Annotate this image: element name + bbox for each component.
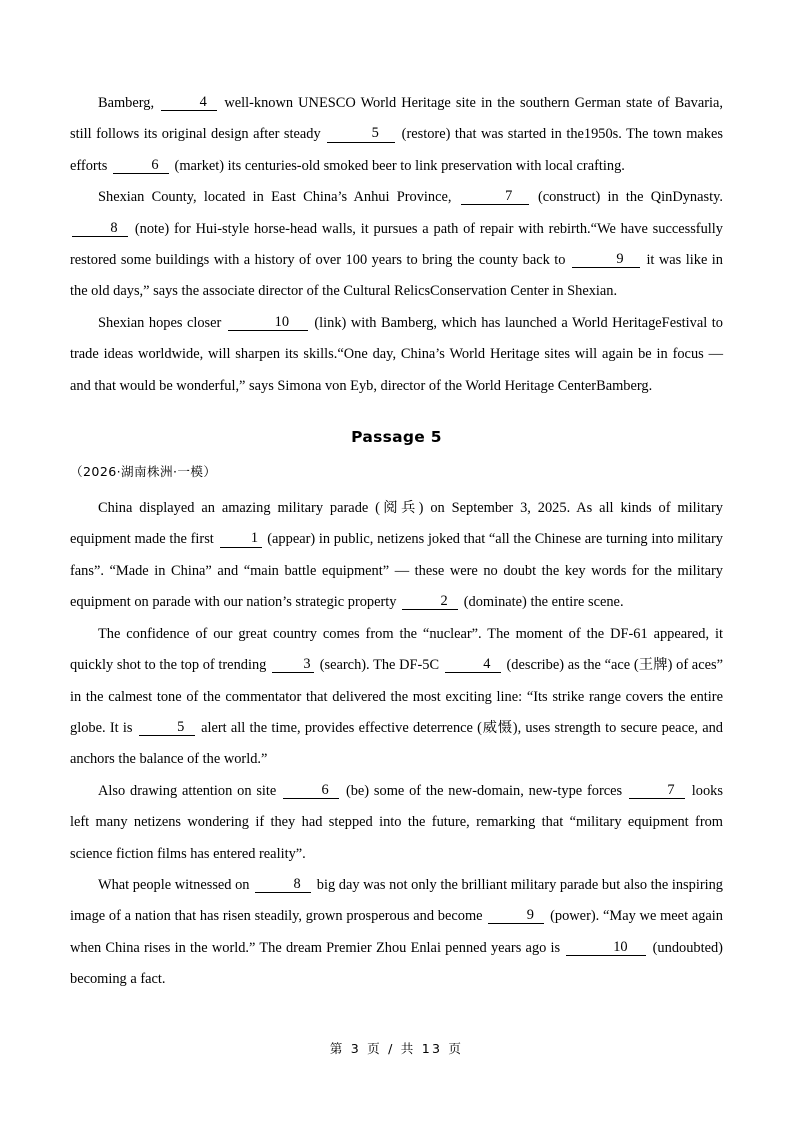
blank-3[interactable]: 3 — [272, 657, 314, 673]
blank-7[interactable]: 7 — [461, 189, 529, 205]
text-segment: (describe) as the “ace (王牌) of aces” in the calmest tone of the commentator that delivered the most exciting line: “Its strike range covers the entire globe. It is — [70, 657, 723, 736]
blank-6[interactable]: 6 — [283, 783, 339, 799]
text-segment: What people witnessed on — [98, 876, 250, 893]
page-footer: 第 3 页 / 共 13 页 — [329, 1041, 464, 1056]
text-segment: it was like in the old days,” says the associate director of the Cultural RelicsConservation Center in Shexian. — [70, 252, 723, 300]
passage-title: Passage 5 — [351, 428, 442, 447]
passage4-paragraph-3 — [70, 308, 723, 402]
blank-4[interactable]: 4 — [161, 95, 217, 111]
text-segment: alert all the time, provides effective deterrence (威慑), uses strength to secure peace, and anchors the balance of the world.” — [70, 719, 723, 768]
blank-10[interactable]: 10 — [228, 315, 308, 331]
blank-9[interactable]: 9 — [488, 908, 544, 924]
blank-9[interactable]: 9 — [572, 252, 640, 268]
passage5-paragraph-3 — [70, 776, 723, 870]
blank-1[interactable]: 1 — [220, 531, 262, 547]
text-segment: Also drawing attention on site — [98, 782, 277, 799]
text-segment: Shexian hopes closer — [98, 314, 222, 331]
text-segment: (be) some of the new-domain, new-type forces — [345, 782, 623, 799]
text-segment: big day was not only the brilliant military parade but also the inspiring image of a nation that has risen steadily, grown prosperous and become — [70, 876, 723, 925]
text-segment: (appear) in public, netizens joked that “all the Chinese are turning into military fans”. “Made in China” and “main battle equipment” — these were no doubt the key words for the military equipment on parade with our nation’s strategic property — [70, 531, 723, 611]
passage4-paragraph-1 — [70, 88, 723, 182]
text-segment: looks left many netizens wondering if they had stepped into the future, remarking that “military equipment from science fiction films has entered reality”. — [70, 782, 723, 862]
blank-4[interactable]: 4 — [445, 657, 501, 673]
text-segment: The confidence of our great country comes from the “nuclear”. The moment of the DF-61 appeared, it quickly shot to the top of trending — [70, 625, 723, 674]
blank-8[interactable]: 8 — [255, 877, 311, 893]
text-segment: well-known UNESCO World Heritage site in the southern German state of Bavaria, still follows its original design after steady — [70, 95, 723, 143]
blank-10[interactable]: 10 — [566, 940, 646, 956]
blank-5[interactable]: 5 — [327, 126, 395, 142]
text-segment: (dominate) the entire scene. — [463, 594, 624, 611]
text-segment: (note) for Hui-style horse-head walls, it pursues a path of repair with rebirth.“We have successfully restored some buildings with a history of over 100 years to bring the county back to — [70, 220, 723, 269]
text-segment: (link) with Bamberg, which has launched a World HeritageFestival to trade ideas worldwide, will sharpen its skills.“One day, China’s World Heritage sites will again be in focus — and that would be wonderful,” says Simona von Eyb, director of the World Heritage CenterBamberg. — [70, 314, 723, 394]
passage5-paragraph-2 — [70, 619, 723, 776]
text-segment: (search). The DF-5C — [319, 657, 440, 674]
text-segment: (undoubted) becoming a fact. — [70, 939, 723, 988]
text-segment: Bamberg, — [98, 95, 155, 111]
spacer — [70, 402, 723, 428]
blank-7[interactable]: 7 — [629, 783, 685, 799]
text-segment: (power). “May we meet again when China rises in the world.” The dream Premier Zhou Enlai penned years ago is — [70, 908, 723, 956]
passage-source-line: （2026·湖南株洲·一模） — [70, 464, 217, 480]
blank-5[interactable]: 5 — [139, 720, 195, 736]
text-segment: (construct) in the QinDynasty. — [537, 189, 723, 206]
text-segment: Shexian County, located in East China’s Anhui Province, — [98, 189, 452, 206]
blank-6[interactable]: 6 — [113, 158, 169, 174]
passage5-paragraph-1 — [70, 493, 723, 619]
spacer — [70, 446, 723, 456]
document-body — [70, 88, 723, 996]
text-segment: China displayed an amazing military parade (阅兵) on September 3, 2025. As all kinds of military equipment made the first — [70, 500, 723, 548]
blank-8[interactable]: 8 — [72, 221, 128, 237]
passage5-paragraph-4 — [70, 870, 723, 996]
text-segment: (restore) that was started in the1950s. The town makes efforts — [70, 126, 723, 174]
text-segment: (market) its centuries-old smoked beer to link preservation with local crafting. — [174, 157, 625, 174]
passage4-paragraph-2 — [70, 182, 723, 308]
blank-2[interactable]: 2 — [402, 594, 458, 610]
